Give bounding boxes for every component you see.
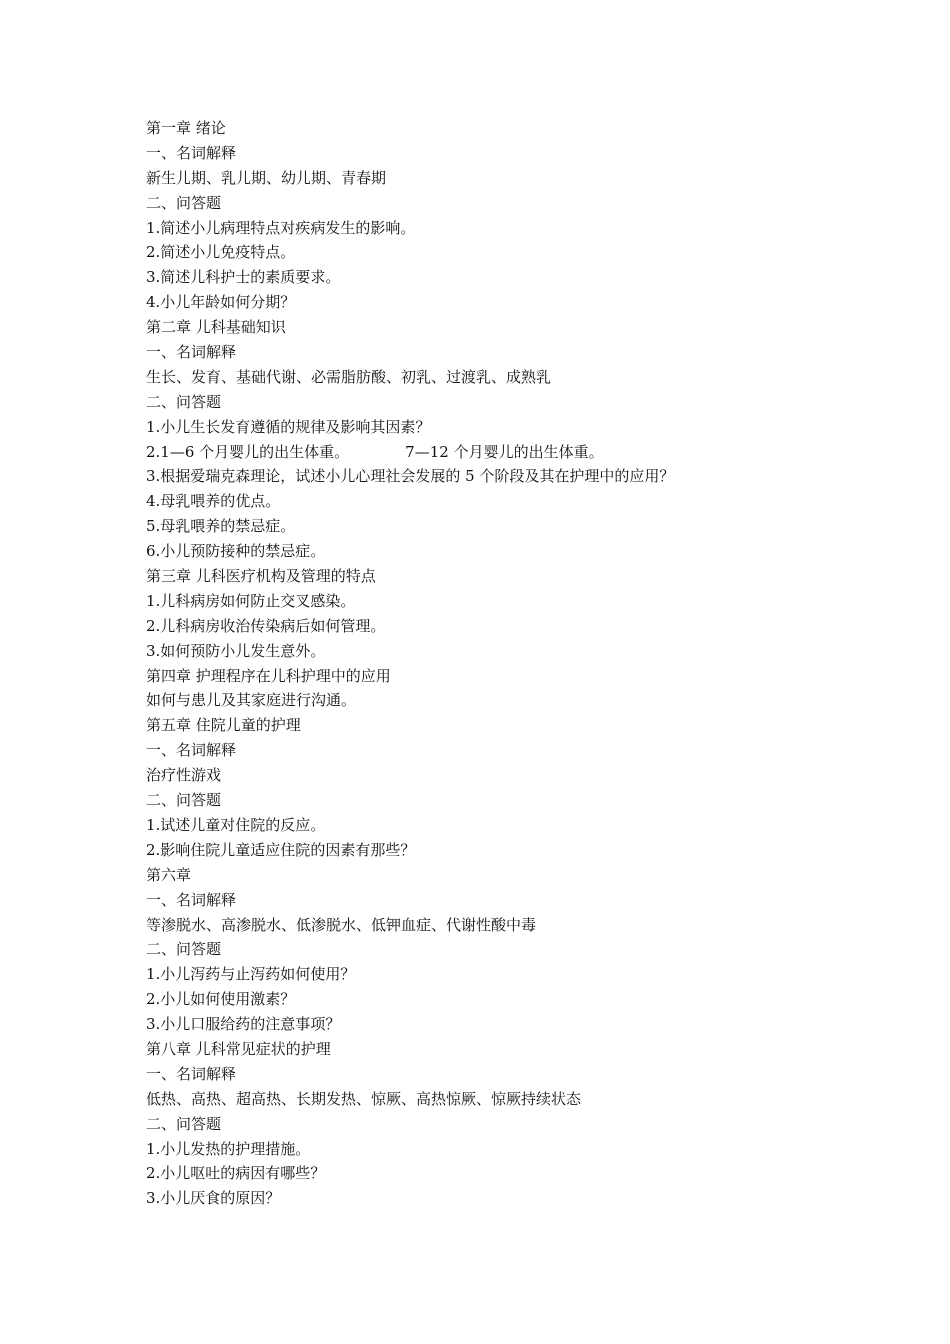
chapter-4-heading: 第四章 护理程序在儿科护理中的应用 [146,666,391,685]
question-line-split [146,440,906,465]
question-line: 3.根据爱瑞克森理论，试述小儿心理社会发展的 5 个阶段及其在护理中的应用？ [146,467,675,486]
terms-line: 治疗性游戏 [146,766,222,785]
terms-line: 新生儿期、乳儿期、幼儿期、青春期 [146,168,387,187]
question-line: 2.小儿呕吐的病因有哪些？ [146,1164,326,1183]
question-line: 3.简述儿科护士的素质要求。 [146,268,341,287]
question-line: 1.小儿生长发育遵循的规律及影响其因素？ [146,417,431,436]
chapter-1-heading: 第一章 绪论 [146,119,226,137]
question-line: 4.母乳喂养的优点。 [146,492,281,511]
terms-line: 低热、高热、超高热、长期发热、惊厥、高热惊厥、惊厥持续状态 [146,1089,582,1108]
section-heading: 二、问答题 [146,940,222,959]
terms-line: 生长、发育、基础代谢、必需脂肪酸、初乳、过渡乳、成熟乳 [146,367,552,386]
question-line: 1.儿科病房如何防止交叉感染。 [146,591,356,610]
question-line: 5.母乳喂养的禁忌症。 [146,517,296,536]
question-line: 1.小儿发热的护理措施。 [146,1139,311,1158]
question-line: 2.儿科病房收治传染病后如何管理。 [146,616,386,635]
section-heading: 二、问答题 [146,1114,222,1133]
section-heading: 一、名词解释 [146,143,237,162]
question-line: 6.小儿预防接种的禁忌症。 [146,542,326,561]
question-line: 2.小儿如何使用激素？ [146,990,296,1009]
chapter-5-heading: 第五章 住院儿童的护理 [146,716,301,735]
section-heading: 一、名词解释 [146,343,237,362]
question-line: 2.简述小儿免疫特点。 [146,243,296,262]
question-line: 1.简述小儿病理特点对疾病发生的影响。 [146,218,416,237]
question-line: 3.如何预防小儿发生意外。 [146,641,326,660]
question-line: 1.小儿泻药与止泻药如何使用？ [146,965,356,984]
section-heading: 一、名词解释 [146,890,237,909]
chapter-6-heading: 第六章 [146,865,192,884]
section-heading: 二、问答题 [146,392,222,411]
question-line: 3.小儿厌食的原因？ [146,1189,281,1208]
question-line: 3.小儿口服给药的注意事项？ [146,1015,341,1034]
document-page [146,116,906,1211]
terms-line: 等渗脱水、高渗脱水、低渗脱水、低钾血症、代谢性酸中毒 [146,915,537,934]
question-part-b: 7—12 个月婴儿的出生体重。 [405,442,604,461]
question-line: 如何与患儿及其家庭进行沟通。 [146,691,357,710]
section-heading: 二、问答题 [146,193,222,212]
question-line: 4.小儿年龄如何分期？ [146,293,296,312]
chapter-3-heading: 第三章 儿科医疗机构及管理的特点 [146,567,376,586]
question-line: 1.试述儿童对住院的反应。 [146,815,326,834]
chapter-8-heading: 第八章 儿科常见症状的护理 [146,1039,331,1058]
question-part-a: 2.1—6 个月婴儿的出生体重。 [146,442,350,461]
chapter-2-heading: 第二章 儿科基础知识 [146,318,286,337]
section-heading: 二、问答题 [146,791,222,810]
section-heading: 一、名词解释 [146,1064,237,1083]
section-heading: 一、名词解释 [146,741,237,760]
question-line: 2.影响住院儿童适应住院的因素有那些？ [146,840,416,859]
